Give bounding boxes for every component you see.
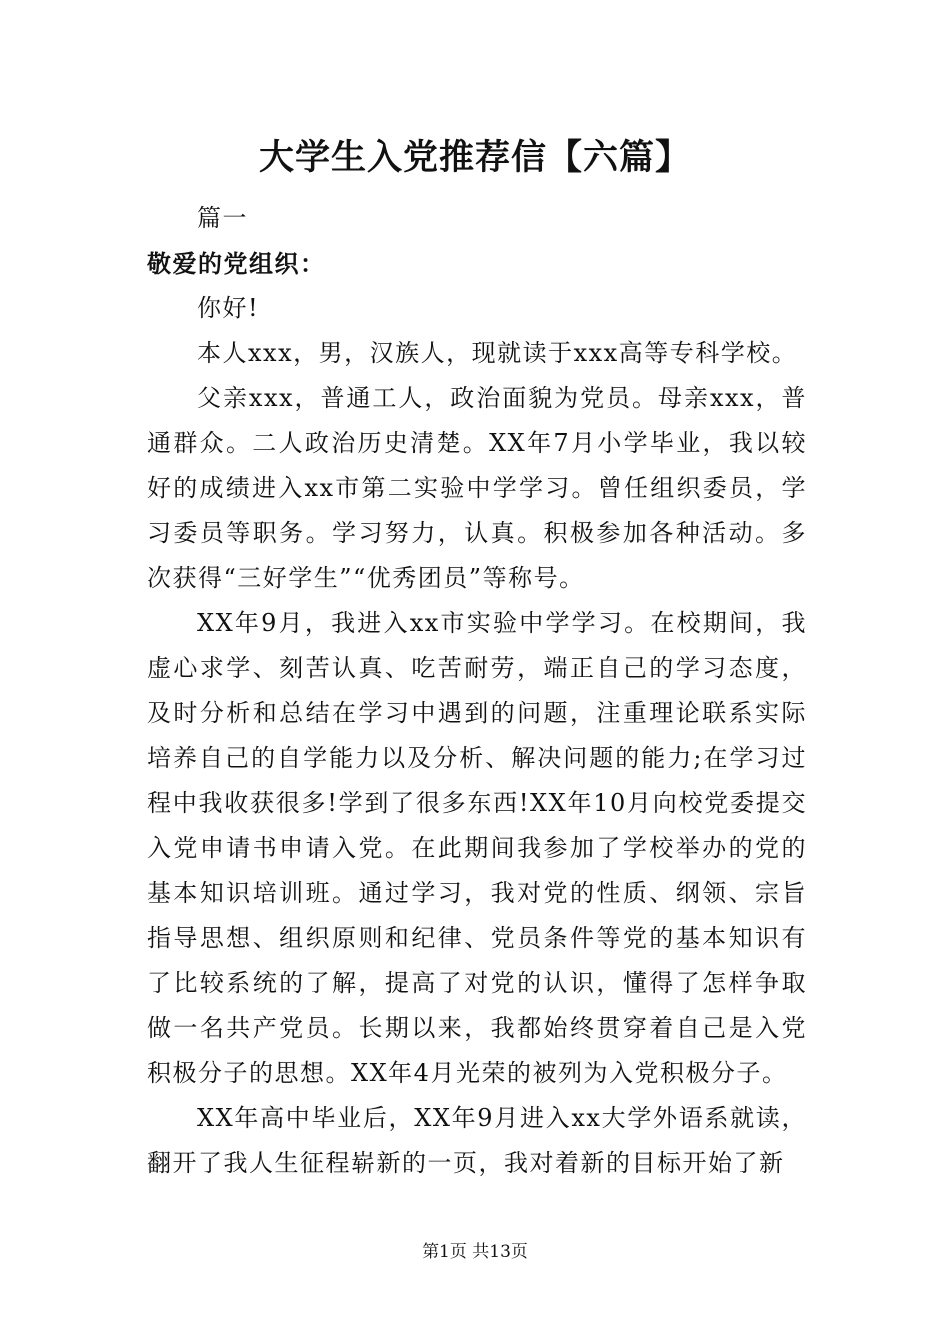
body-paragraph: 本人xxx，男，汉族人，现就读于xxx高等专科学校。 bbox=[197, 339, 798, 367]
section-label: 篇一 bbox=[197, 204, 248, 232]
body-paragraph: 父亲xxx，普通工人，政治面貌为党员。母亲xxx，普通群众。二人政治历史清楚。XX年7月小学毕业，我以较好的成绩进入xx市第二实验中学学习。曾任组织委员，学习委员等职务。学习努力，认真。积极参加各种活动。多次获得“三好学生”“优秀团员”等称号。 bbox=[147, 384, 807, 592]
document-title: 大学生入党推荐信【六篇】 bbox=[258, 137, 691, 178]
greeting: 你好! bbox=[197, 294, 260, 322]
page-footer: 第1页 共13页 bbox=[422, 1242, 528, 1262]
salutation: 敬爱的党组织： bbox=[147, 249, 326, 278]
body-paragraph: XX年高中毕业后，XX年9月进入xx大学外语系就读，翻开了我人生征程崭新的一页，我对着新的目标开始了新 bbox=[147, 1104, 807, 1177]
document-body bbox=[147, 196, 807, 1186]
body-paragraph: XX年9月，我进入xx市实验中学学习。在校期间，我虚心求学、刻苦认真、吃苦耐劳，端正自己的学习态度，及时分析和总结在学习中遇到的问题，注重理论联系实际培养自己的自学能力以及分析、解决问题的能力;在学习过程中我收获很多!学到了很多东西!XX年10月向校党委提交入党申请书申请入党。在此期间我参加了学校举办的党的基本知识培训班。通过学习，我对党的性质、纲领、宗旨指导思想、组织原则和纪律、党员条件等党的基本知识有了比较系统的了解，提高了对党的认识，懂得了怎样争取做一名共产党员。长期以来，我都始终贯穿着自己是入党积极分子的思想。XX年4月光荣的被列为入党积极分子。 bbox=[147, 609, 807, 1087]
